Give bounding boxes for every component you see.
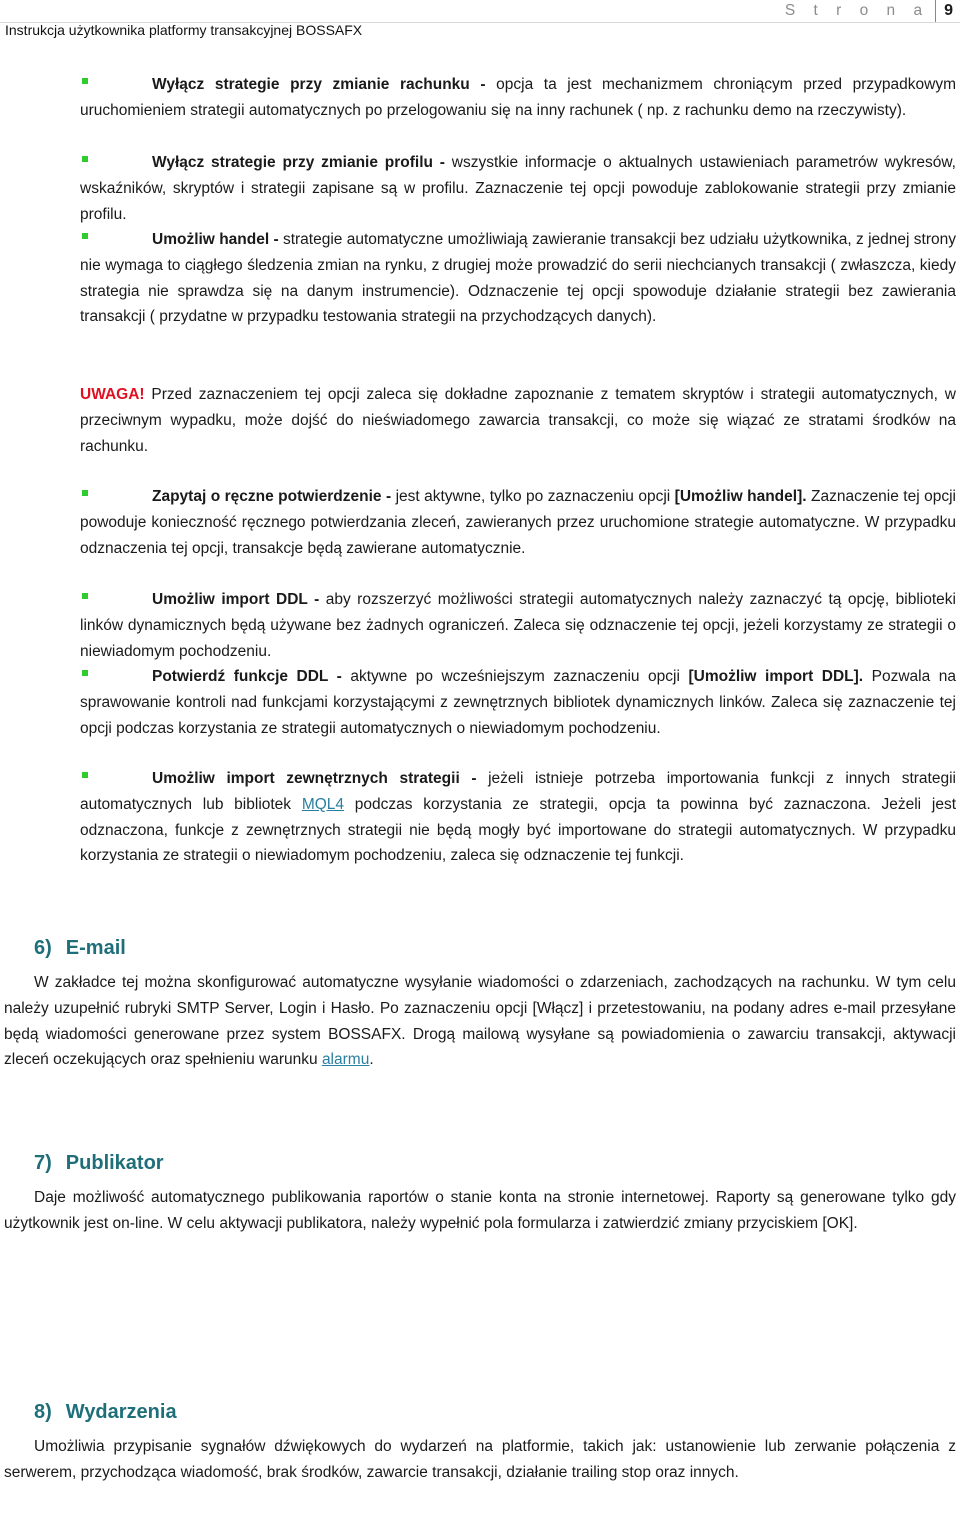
item-ask-confirmation: [80, 484, 956, 561]
item-text: opcja ta jest mechanizmem chroniącym przed przypadkowym uruchomieniem strategii automatycznych po przelogowaniu się na inny rachunek ( np. z rachunku demo na rzeczywisty).: [80, 76, 956, 119]
square-bullet-icon: [82, 593, 88, 599]
section-heading-email: [34, 937, 126, 960]
warning-label: UWAGA!: [80, 386, 145, 403]
item-allow-trading: [80, 227, 956, 330]
square-bullet-icon: [82, 156, 88, 162]
item-text: podczas korzystania ze strategii, opcja ta powinna być zaznaczona. Jeżeli jest odznaczona, funkcje z zewnętrznych strategii nie będą mogły być importowane do strategii automatycznych. W przypadku korzystania ze strategii o niewiadomym pochodzeniu, zaleca się odznaczenie tej funkcji.: [80, 795, 957, 865]
mql4-link[interactable]: MQL4: [301, 795, 345, 813]
section-title: E-mail: [65, 937, 126, 959]
item-disable-on-profile-change: [80, 150, 956, 227]
warning-note: [80, 382, 956, 459]
square-bullet-icon: [82, 78, 88, 84]
item-text: strategie automatyczne umożliwiają zawieranie transakcji bez udziału użytkownika, z jednej strony nie wymaga to ciągłego śledzenia zmian na rynku, z drugiej może prowadzić do serii niechcianych transakcji ( zwłaszcza, kiedy strategia nie sprawdza się na danym instrumencie). Odznaczenie tej opcji spowoduje działanie strategii bez zawierania transakcji ( przydatne w przypadku testowania strategii na przychodzących danych).: [80, 231, 957, 326]
item-disable-on-account-change: [80, 72, 956, 124]
section-heading-publikator: [34, 1152, 164, 1175]
section-text: Daje możliwość automatycznego publikowania raportów o stanie konta na stronie internetowej. Raporty są generowane tylko gdy użytkownik jest on-line. W celu aktywacji publikatora, należy wypełnić pola formularza i zatwierdzić zmiany przyciskiem [OK].: [4, 1189, 956, 1232]
page-indicator: [785, 0, 960, 22]
item-title: Wyłącz strategie przy zmianie profilu -: [152, 154, 445, 171]
item-text: Zaznaczenie tej opcji powoduje konieczność ręcznego potwierdzania zleceń, zawieranych przez uruchomione strategie automatyczne. W przypadku odznaczenia tej opcji, transakcje będą zawierane automatycznie.: [80, 488, 957, 557]
page-number: 9: [935, 0, 960, 22]
warning-text: Przed zaznaczeniem tej opcji zaleca się dokładne zapoznanie z tematem skryptów i strategii automatycznych, w przeciwnym wypadku, może dojść do nieświadomego zawarcia transakcji, co może się wiązać ze stratami środków na rachunku.: [80, 386, 956, 455]
section-title: Wydarzenia: [65, 1401, 177, 1423]
section-number: 7): [34, 1152, 52, 1174]
square-bullet-icon: [82, 670, 88, 676]
square-bullet-icon: [82, 490, 88, 496]
section-body-publikator: [4, 1185, 956, 1237]
item-title: Umożliw import zewnętrznych strategii -: [152, 770, 477, 787]
item-title: Umożliw handel -: [152, 231, 279, 248]
item-allow-external-import: [80, 766, 956, 869]
square-bullet-icon: [82, 772, 88, 778]
item-option-ref: [Umożliw handel].: [674, 488, 807, 505]
item-text: wszystkie informacje o aktualnych ustawieniach parametrów wykresów, wskaźników, skryptów i strategii zapisane są w profilu. Zaznaczenie tej opcji powoduje zablokowanie strategii przy zmianie profilu.: [80, 154, 956, 223]
item-text: Pozwala na sprawowanie kontroli nad funkcjami korzystającymi z zewnętrznych bibliotek dynamicznych linków. Zaleca się zaznaczenie tej opcji podczas korzystania ze strategii automatycznych o niewiadomym pochodzeniu.: [80, 668, 956, 737]
item-text: jeżeli istnieje potrzeba importowania funkcji z innych strategii automatycznych lub bibliotek: [80, 770, 956, 813]
item-allow-ddl-import: [80, 587, 956, 664]
item-title: Wyłącz strategie przy zmianie rachunku -: [152, 76, 486, 93]
section-number: 6): [34, 937, 52, 959]
section-number: 8): [34, 1401, 52, 1423]
page-label: S t r o n a: [784, 2, 930, 19]
section-body-email: [4, 970, 956, 1073]
section-heading-wydarzenia: [34, 1401, 177, 1424]
section-body-wydarzenia: [4, 1434, 956, 1486]
document-header-title: Instrukcja użytkownika platformy transakcyjnej BOSSAFX: [5, 22, 363, 38]
item-option-ref: [Umożliw import DDL].: [688, 668, 864, 685]
section-title: Publikator: [65, 1152, 164, 1174]
header-divider: [0, 22, 960, 23]
item-title: Zapytaj o ręczne potwierdzenie -: [152, 488, 392, 505]
alarm-link[interactable]: alarmu: [321, 1051, 370, 1069]
section-text: .: [369, 1051, 374, 1069]
item-title: Potwierdź funkcje DDL -: [152, 668, 342, 685]
item-title: Umożliw import DDL -: [152, 591, 320, 608]
section-text: W zakładce tej można skonfigurować automatyczne wysyłanie wiadomości o zdarzeniach, zachodzących na rachunku. W tym celu należy uzupełnić rubryki SMTP Server, Login i Hasło. Po zaznaczeniu opcji [Włącz] i przetestowaniu, na podany adres e-mail przesyłane będą wiadomości generowane przez system BOSSAFX. Drogą mailową wysyłane są powiadomienia o zawarciu transakcji, aktywacji zleceń oczekujących oraz spełnieniu warunku: [4, 974, 956, 1069]
item-text: aktywne po wcześniejszym zaznaczeniu opcji: [341, 668, 689, 685]
section-text: Umożliwia przypisanie sygnałów dźwiękowych do wydarzeń na platformie, takich jak: ustanowienie lub zerwanie połączenia z serwerem, przychodząca wiadomość, brak środków, zawarcie transakcji, działanie trailing stop oraz innych.: [4, 1438, 956, 1481]
item-text: jest aktywne, tylko po zaznaczeniu opcji: [391, 488, 675, 505]
item-text: aby rozszerzyć możliwości strategii automatycznych należy zaznaczyć tą opcję, biblioteki linków dynamicznych będą używane bez żadnych ograniczeń. Zaleca się odznaczenie tej opcji, jeżeli korzystamy ze strategii o niewiadomym pochodzeniu.: [80, 591, 956, 660]
item-confirm-ddl-functions: [80, 664, 956, 741]
square-bullet-icon: [82, 233, 88, 239]
